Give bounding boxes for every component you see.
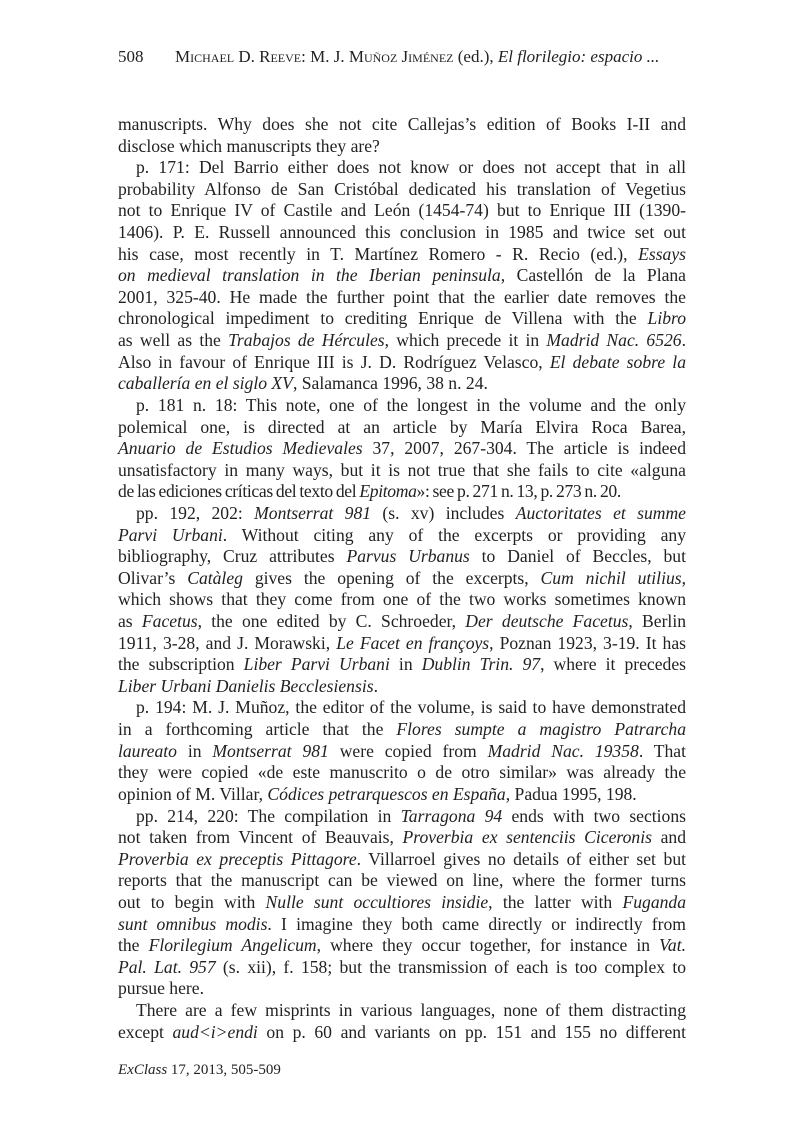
italic-text: Facetus — [141, 611, 198, 632]
italic-text: Liber Parvi Urbani — [243, 654, 390, 675]
italic-text: Parvus Urbanus — [346, 546, 470, 567]
text-segment: reports that the manuscript can be viewed on line, where the former turns — [118, 870, 686, 891]
italic-text: caballería en el siglo XV — [118, 373, 293, 394]
text-segment: as well as the — [118, 330, 229, 351]
text-segment: , where they occur together, for instance in — [316, 935, 660, 956]
italic-text: Florilegium Angelicum — [148, 935, 317, 956]
text-segment: p. 181 n. 18: This note, one of the longest in the volume and the only — [136, 394, 686, 415]
text-segment: . I imagine they both came directly or indirectly from — [267, 913, 686, 934]
text-line — [118, 546, 686, 568]
text-segment: , which precede it in — [384, 330, 547, 351]
italic-text: sunt omnibus modis — [118, 913, 268, 934]
text-line — [118, 827, 686, 849]
text-line — [118, 914, 686, 936]
text-line — [118, 179, 686, 201]
italic-text: Montserrat 981 — [254, 502, 372, 523]
text-line — [118, 114, 686, 136]
text-segment: gives the opening of the excerpts, — [242, 567, 541, 588]
italic-text: Cum nichil utilius — [540, 567, 682, 588]
text-segment: pp. 214, 220: The compilation in — [136, 805, 401, 826]
italic-text: Madrid Nac. 6526 — [546, 330, 682, 351]
header-ed: (ed.), — [453, 47, 498, 66]
text-segment: Olivar’s — [118, 567, 188, 588]
text-segment: 1911, 3-28, and J. Morawski, — [118, 632, 337, 653]
italic-text: Trabajos de Hércules — [228, 330, 385, 351]
text-line — [118, 633, 686, 655]
text-line — [118, 589, 686, 611]
text-line — [118, 762, 686, 784]
text-line — [118, 611, 686, 633]
text-segment: (s. xii), f. 158; but the transmission of each is too complex to — [215, 956, 687, 977]
text-line — [118, 417, 686, 439]
text-line — [118, 568, 686, 590]
italic-text: Parvi Urbani — [118, 524, 223, 545]
italic-text: on medieval translation in the Iberian peninsula — [118, 265, 501, 286]
italic-text: Proverbia ex preceptis Pittagore — [118, 848, 357, 869]
text-line — [118, 784, 686, 806]
text-line — [118, 395, 686, 417]
footer-journal: ExClass — [118, 1062, 168, 1078]
text-segment: were copied from — [328, 740, 488, 761]
italic-text: Montserrat 981 — [212, 740, 329, 761]
text-segment: in a forthcoming article that the — [118, 719, 397, 740]
text-line — [118, 870, 686, 892]
text-line — [118, 438, 686, 460]
text-segment: , Berlin — [628, 611, 687, 632]
text-segment: which shows that they come from one of the two works sometimes known — [118, 589, 686, 610]
text-segment: de las ediciones críticas del texto del — [118, 481, 360, 502]
text-line — [118, 806, 686, 828]
text-segment: the subscription — [118, 654, 244, 675]
text-segment: in — [176, 740, 213, 761]
text-line — [118, 481, 686, 503]
text-segment: , Poznan 1923, 3-19. It has — [489, 632, 686, 653]
text-segment: out to begin with — [118, 891, 266, 912]
italic-text: Liber Urbani Danielis Becclesiensis — [118, 675, 374, 696]
text-line — [118, 136, 686, 158]
text-line — [118, 719, 686, 741]
text-line — [118, 460, 686, 482]
text-segment: chronological impediment to crediting Enrique de Villena with the — [118, 308, 648, 329]
italic-text: Anuario de Estudios Medievales — [118, 438, 363, 459]
text-segment: . Villarroel gives no details of either set but — [356, 848, 686, 869]
text-segment: bibliography, Cruz attributes — [118, 546, 347, 567]
text-segment: unsatisfactory in many ways, but it is not true that she fails to cite «alguna — [118, 459, 686, 480]
page-number: 508 — [118, 47, 144, 66]
italic-text: Epitoma — [359, 481, 417, 502]
text-line — [118, 308, 686, 330]
text-segment: probability Alfonso de San Cristóbal dedicated his translation of Vegetius — [118, 178, 686, 199]
text-line — [118, 244, 686, 266]
italic-text: Tarragona 94 — [400, 805, 503, 826]
text-segment: , the one edited by C. Schroeder, — [197, 611, 466, 632]
italic-text: Auctoritates et summe — [515, 502, 686, 523]
text-line — [118, 957, 686, 979]
italic-text: Catàleg — [187, 567, 243, 588]
text-segment: »: see p. 271 n. 13, p. 273 n. 20. — [416, 481, 621, 502]
text-segment: Also in favour of Enrique III is J. D. Rodríguez Velasco, — [118, 351, 550, 372]
italic-text: Fuganda — [622, 891, 687, 912]
italic-text: Libro — [647, 308, 686, 329]
text-line — [118, 892, 686, 914]
text-segment: they were copied «de este manuscrito o de otro similar» was already the — [118, 762, 686, 783]
body-text — [118, 114, 686, 1043]
italic-text: Der deutsche Facetus — [465, 611, 629, 632]
footer-citation — [118, 1062, 281, 1079]
italic-text: El debate sobre la — [549, 351, 686, 372]
text-segment: . — [373, 675, 378, 696]
text-segment: not to Enrique IV of Castile and León (1454-74) but to Enrique III (1390- — [118, 200, 686, 221]
text-segment: disclose which manuscripts they are? — [118, 135, 380, 156]
italic-text: Proverbia ex sentenciis Ciceronis — [402, 827, 652, 848]
text-segment: , Padua 1995, 198. — [505, 783, 637, 804]
header-author: Michael D. Reeve — [175, 47, 302, 66]
text-segment: the — [118, 935, 149, 956]
text-segment: ends with two sections — [502, 805, 686, 826]
text-line — [118, 352, 686, 374]
text-segment: polemical one, is directed at an article by María Elvira Roca Barea, — [118, 416, 686, 437]
text-segment: 37, 2007, 267-304. The article is indeed — [362, 438, 686, 459]
text-segment: , where it precedes — [540, 654, 686, 675]
running-header — [118, 47, 659, 67]
text-line — [118, 1000, 686, 1022]
text-segment: on p. 60 and variants on pp. 151 and 155 no different — [257, 1021, 686, 1042]
text-segment: , — [681, 567, 687, 588]
italic-text: Madrid Nac. 19358 — [487, 740, 639, 761]
text-segment: not taken from Vincent of Beauvais, — [118, 827, 403, 848]
text-line — [118, 676, 686, 698]
text-segment: . — [681, 330, 686, 351]
text-segment: except — [118, 1021, 173, 1042]
text-segment: p. 171: Del Barrio either does not know or does not accept that in all — [136, 157, 686, 178]
text-segment: as — [118, 611, 142, 632]
text-line — [118, 265, 686, 287]
text-line — [118, 697, 686, 719]
text-segment: 2001, 325-40. He made the further point that the earlier date removes the — [118, 286, 686, 307]
text-segment: p. 194: M. J. Muñoz, the editor of the volume, is said to have demonstrated — [136, 697, 686, 718]
text-line — [118, 330, 686, 352]
text-segment: to Daniel of Beccles, but — [469, 546, 686, 567]
text-segment: and — [651, 827, 686, 848]
text-segment: . That — [638, 740, 686, 761]
italic-text: Pal. Lat. 957 — [118, 956, 216, 977]
text-segment: There are a few misprints in various languages, none of them distracting — [136, 999, 686, 1020]
header-title: El florilegio: espacio ... — [497, 47, 660, 66]
text-line — [118, 1022, 686, 1044]
text-segment: manuscripts. Why does she not cite Callejas’s edition of Books I-II and — [118, 114, 686, 134]
text-segment: pp. 192, 202: — [136, 502, 255, 523]
text-segment: , Salamanca 1996, 38 n. 24. — [292, 373, 488, 394]
text-line — [118, 373, 686, 395]
italic-text: Flores sumpte a magistro Patrarcha — [396, 719, 686, 740]
italic-text: Dublin Trin. 97 — [421, 654, 541, 675]
footer-details: 17, 2013, 505-509 — [167, 1062, 281, 1078]
italic-text: Essays — [638, 243, 686, 264]
text-segment: 1406). P. E. Russell announced this conclusion in 1985 and twice set out — [118, 222, 686, 243]
text-line — [118, 287, 686, 309]
text-line — [118, 741, 686, 763]
text-segment: (s. xv) includes — [371, 502, 516, 523]
text-segment: his case, most recently in T. Martínez Romero - R. Recio (ed.), — [118, 243, 639, 264]
italic-text: Nulle sunt occultiores insidie — [265, 891, 489, 912]
text-line — [118, 849, 686, 871]
text-segment: opinion of M. Villar, — [118, 783, 268, 804]
text-segment: . Without citing any of the excerpts or providing any — [222, 524, 686, 545]
text-line — [118, 935, 686, 957]
italic-text: aud<i>endi — [172, 1021, 258, 1042]
text-line — [118, 200, 686, 222]
italic-text: Vat. — [659, 935, 686, 956]
text-line — [118, 978, 686, 1000]
text-line — [118, 654, 686, 676]
italic-text: laureato — [118, 740, 177, 761]
text-segment: , Castellón de la Plana — [500, 265, 686, 286]
italic-text: Le Facet en françoys — [336, 632, 490, 653]
text-line — [118, 222, 686, 244]
text-segment: in — [389, 654, 422, 675]
text-line — [118, 525, 686, 547]
text-line — [118, 157, 686, 179]
text-segment: , the latter with — [488, 891, 623, 912]
text-line — [118, 503, 686, 525]
text-segment: pursue here. — [118, 978, 204, 999]
header-colon: : — [301, 47, 311, 66]
italic-text: Códices petrarquescos en España — [267, 783, 506, 804]
header-editor: M. J. Muñoz Jiménez — [310, 47, 454, 66]
